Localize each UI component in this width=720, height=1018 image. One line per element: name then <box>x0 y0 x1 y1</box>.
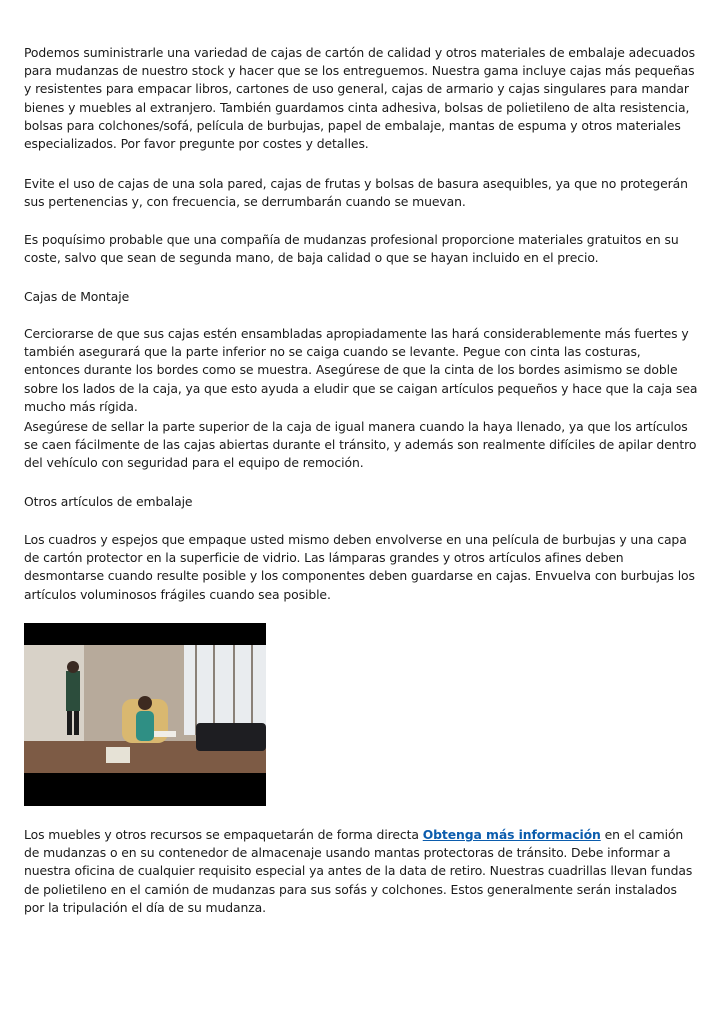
paragraph-furniture-text-start: Los muebles y otros recursos se empaquetarán de forma directa <box>24 827 423 842</box>
paragraph-furniture <box>24 826 700 917</box>
paragraph-free-materials: Es poquísimo probable que una compañía de mudanzas profesional proporcione materiales gratuitos en su coste, salvo que sean de segunda mano, de baja calidad o que se hayan incluido en el precio. <box>24 232 679 266</box>
paragraph-avoid-boxes: Evite el uso de cajas de una sola pared, cajas de frutas y bolsas de basura asequibles, ya que no protegerán sus pertenencias y, con frecuencia, se derrumbarán cuando se muevan. <box>24 176 688 210</box>
video-frame-image <box>24 623 266 806</box>
paragraph-pictures-mirrors: Los cuadros y espejos que empaque usted mismo deben envolverse en una película de burbujas y una capa de cartón protector en la superficie de vidrio. Las lámparas grandes y otros artículos afines deben desmontarse cuando resulte posible y los componentes deben guardarse en cajas. Envuelva con burbujas los artículos voluminosos frágiles cuando sea posible. <box>24 532 695 602</box>
more-info-link[interactable]: Obtenga más información <box>422 827 601 842</box>
video-still[interactable] <box>24 623 266 806</box>
heading-cajas-de-montaje: Cajas de Montaje <box>24 289 130 304</box>
paragraph-sealing: Asegúrese de sellar la parte superior de la caja de igual manera cuando la haya llenado, ya que los artículos se caen fácilmente de las cajas abiertas durante el tránsito, y además son realmente difíciles de apilar dentro del vehículo con seguridad para el equipo de remoción. <box>24 419 697 471</box>
paragraph-materials: Podemos suministrarle una variedad de cajas de cartón de calidad y otros materiales de embalaje adecuados para mudanzas de nuestro stock y hacer que se los entreguemos. Nuestra gama incluye cajas más pequeñas y resistentes para empacar libros, cartones de uso general, cajas de armario y cajas singulares para mandar bienes y muebles al extranjero. También guardamos cinta adhesiva, bolsas de polietileno de alta resistencia, bolsas para colchones/sofá, película de burbujas, papel de embalaje, mantas de espuma y otros materiales especializados. Por favor pregunte por costes y detalles. <box>24 45 695 152</box>
heading-otros-articulos: Otros artículos de embalaje <box>24 494 193 509</box>
paragraph-furniture-text-end: en el camión de mudanzas o en su contenedor de almacenaje usando mantas protectoras de tránsito. Debe informar a nuestra oficina de cualquier requisito especial ya antes de la data de retiro. Nuestras cuadrillas llevan fundas de polietileno en el camión de mudanzas para sus sofás y colchones. Estos generalmente serán instalados por la tripulación el día de su mudanza. <box>24 827 693 915</box>
paragraph-assembly: Cerciorarse de que sus cajas estén ensambladas apropiadamente las hará considerablemente más fuertes y también asegurará que la parte inferior no se caiga cuando se levante. Pegue con cinta las costuras, entonces durante los bordes como se muestra. Asegúrese de que la cinta de los bordes asimismo se doble sobre los lados de la caja, ya que esto ayuda a eludir que se caigan artículos pequeños y hace que la caja sea mucho más rígida. <box>24 326 698 414</box>
